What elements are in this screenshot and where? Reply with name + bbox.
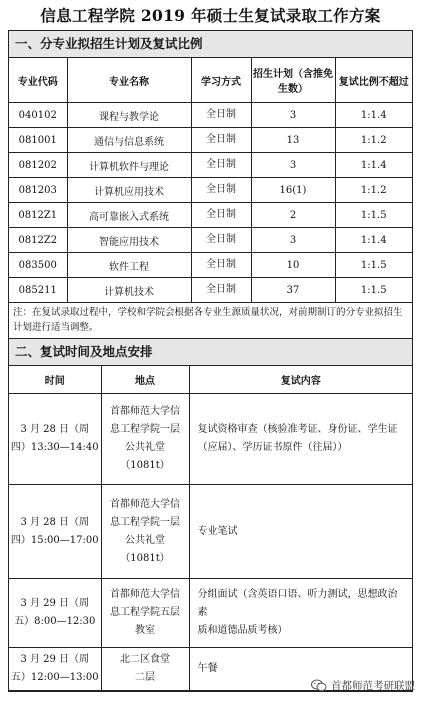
plan-count: 3 bbox=[251, 153, 335, 178]
schedule-time-line: 五）8:00—12:30 bbox=[14, 616, 96, 627]
retest-ratio: 1:1.2 bbox=[335, 128, 412, 153]
schedule-content bbox=[189, 579, 412, 648]
section2-heading: 二、复试时间及地点安排 bbox=[9, 339, 412, 366]
table-row bbox=[9, 394, 412, 485]
plan-count: 10 bbox=[251, 253, 335, 278]
schedule-time-line: 3 月 28 日（周 bbox=[20, 516, 90, 528]
plan-count: 16(1) bbox=[251, 178, 335, 203]
table-header-row bbox=[9, 366, 412, 394]
schedule-content-line: （应届）、学历证书原件（往届）） bbox=[197, 442, 348, 453]
schedule-content bbox=[189, 485, 412, 579]
study-mode: 全日制 bbox=[191, 103, 251, 128]
schedule-time bbox=[9, 394, 101, 485]
schedule-place bbox=[101, 485, 189, 579]
major-name: 高可靠嵌入式系统 bbox=[67, 203, 191, 228]
header-plan: 招生计划（含推免生数） bbox=[251, 58, 335, 103]
schedule-time-line: 四）13:30—14:40 bbox=[10, 442, 99, 453]
study-mode: 全日制 bbox=[191, 278, 251, 303]
table-row bbox=[9, 203, 412, 228]
schedule-time bbox=[9, 579, 101, 648]
table-row bbox=[9, 228, 412, 253]
schedule-place-line: 首都师范大学信 bbox=[110, 406, 180, 417]
study-mode: 全日制 bbox=[191, 253, 251, 278]
major-name: 软件工程 bbox=[67, 253, 191, 278]
major-code: 081203 bbox=[9, 178, 67, 203]
schedule-content-line: 分组面试（含英语口语、听力测试，思想政治素 bbox=[197, 589, 398, 618]
major-name: 智能应用技术 bbox=[67, 228, 191, 253]
study-mode: 全日制 bbox=[191, 228, 251, 253]
schedule-time-line: 四）15:00—17:00 bbox=[10, 534, 99, 546]
schedule-place bbox=[101, 648, 189, 691]
schedule-content-line: 质和道德品质考核） bbox=[197, 625, 288, 636]
schedule-place-line: 首都师范大学信 bbox=[110, 498, 180, 510]
plan-count: 37 bbox=[251, 278, 335, 303]
watermark bbox=[311, 678, 415, 693]
major-name: 计算机技术 bbox=[67, 278, 191, 303]
major-name: 计算机应用技术 bbox=[67, 178, 191, 203]
study-mode: 全日制 bbox=[191, 128, 251, 153]
plan-count: 2 bbox=[251, 203, 335, 228]
schedule-time-line: 3 月 29 日（周 bbox=[20, 654, 90, 665]
wechat-icon bbox=[311, 679, 327, 692]
retest-ratio: 1:1.2 bbox=[335, 178, 412, 203]
header-content: 复试内容 bbox=[189, 366, 412, 394]
schedule-place-line: 息工程学院五层 bbox=[110, 607, 180, 618]
retest-ratio: 1:1.5 bbox=[335, 253, 412, 278]
document-frame bbox=[8, 30, 413, 692]
table-row bbox=[9, 153, 412, 178]
major-code: 081202 bbox=[9, 153, 67, 178]
schedule-place-line: 教室 bbox=[135, 625, 155, 636]
schedule-table bbox=[9, 366, 412, 691]
retest-ratio: 1:1.5 bbox=[335, 203, 412, 228]
schedule-content bbox=[189, 394, 412, 485]
schedule-place-line: （1081t） bbox=[120, 552, 170, 564]
header-code: 专业代码 bbox=[9, 58, 67, 103]
table-row bbox=[9, 178, 412, 203]
table-row bbox=[9, 253, 412, 278]
retest-ratio: 1:1.4 bbox=[335, 228, 412, 253]
major-name: 通信与信息系统 bbox=[67, 128, 191, 153]
enrollment-plan-body bbox=[9, 103, 412, 303]
major-code: 083500 bbox=[9, 253, 67, 278]
retest-ratio: 1:1.4 bbox=[335, 153, 412, 178]
plan-count: 3 bbox=[251, 228, 335, 253]
major-code: 0812Z2 bbox=[9, 228, 67, 253]
schedule-content-line: 复试资格审查（核验准考证、身份证、学生证 bbox=[197, 424, 398, 435]
header-place: 地点 bbox=[101, 366, 189, 394]
header-mode: 学习方式 bbox=[191, 58, 251, 103]
schedule-place-line: 公共礼堂 bbox=[125, 442, 165, 453]
table-row bbox=[9, 579, 412, 648]
schedule-time-line: 五）12:00—13:00 bbox=[10, 672, 99, 683]
plan-count: 3 bbox=[251, 103, 335, 128]
header-ratio: 复试比例不超过 bbox=[335, 58, 412, 103]
major-code: 0812Z1 bbox=[9, 203, 67, 228]
schedule-place bbox=[101, 579, 189, 648]
watermark-text: 首都师范考研联盟 bbox=[331, 680, 415, 692]
study-mode: 全日制 bbox=[191, 178, 251, 203]
schedule-place-line: 首都师范大学信 bbox=[110, 589, 180, 600]
schedule-place-line: 息工程学院一层 bbox=[110, 424, 180, 435]
study-mode: 全日制 bbox=[191, 203, 251, 228]
schedule-place-line: 息工程学院一层 bbox=[110, 516, 180, 528]
document-title: 信息工程学院 2019 年硕士生复试录取工作方案 bbox=[40, 6, 381, 25]
schedule-time bbox=[9, 648, 101, 691]
schedule-place-line: 公共礼堂 bbox=[125, 534, 165, 546]
table-header-row bbox=[9, 58, 412, 103]
schedule-body bbox=[9, 394, 412, 691]
schedule-place-line: 北二区食堂 bbox=[120, 654, 170, 665]
table-row bbox=[9, 278, 412, 303]
schedule-content-line: 专业笔试 bbox=[197, 525, 238, 537]
schedule-place-line: 二层 bbox=[135, 672, 155, 683]
schedule-time-line: 3 月 28 日（周 bbox=[20, 424, 90, 435]
major-code: 040102 bbox=[9, 103, 67, 128]
enrollment-plan-table bbox=[9, 58, 412, 303]
major-code: 081001 bbox=[9, 128, 67, 153]
schedule-place-line: （1081t） bbox=[120, 460, 170, 471]
major-code: 085211 bbox=[9, 278, 67, 303]
table-row bbox=[9, 485, 412, 579]
adjustment-note: 注：在复试录取过程中，学校和学院会根据各专业生源质量状况，对前期制订的分专业拟招生计划进行适当调整。 bbox=[9, 303, 412, 339]
table-row bbox=[9, 103, 412, 128]
plan-count: 13 bbox=[251, 128, 335, 153]
schedule-place bbox=[101, 394, 189, 485]
schedule-time bbox=[9, 485, 101, 579]
retest-ratio: 1:1.5 bbox=[335, 278, 412, 303]
section1-heading: 一、分专业拟招生计划及复试比例 bbox=[9, 31, 412, 58]
major-name: 课程与教学论 bbox=[67, 103, 191, 128]
header-time: 时间 bbox=[9, 366, 101, 394]
retest-ratio: 1:1.4 bbox=[335, 103, 412, 128]
schedule-time-line: 3 月 29 日（周 bbox=[20, 598, 90, 609]
schedule-content-line: 午餐 bbox=[197, 663, 218, 674]
table-row bbox=[9, 128, 412, 153]
major-name: 计算机软件与理论 bbox=[67, 153, 191, 178]
header-major: 专业名称 bbox=[67, 58, 191, 103]
study-mode: 全日制 bbox=[191, 153, 251, 178]
